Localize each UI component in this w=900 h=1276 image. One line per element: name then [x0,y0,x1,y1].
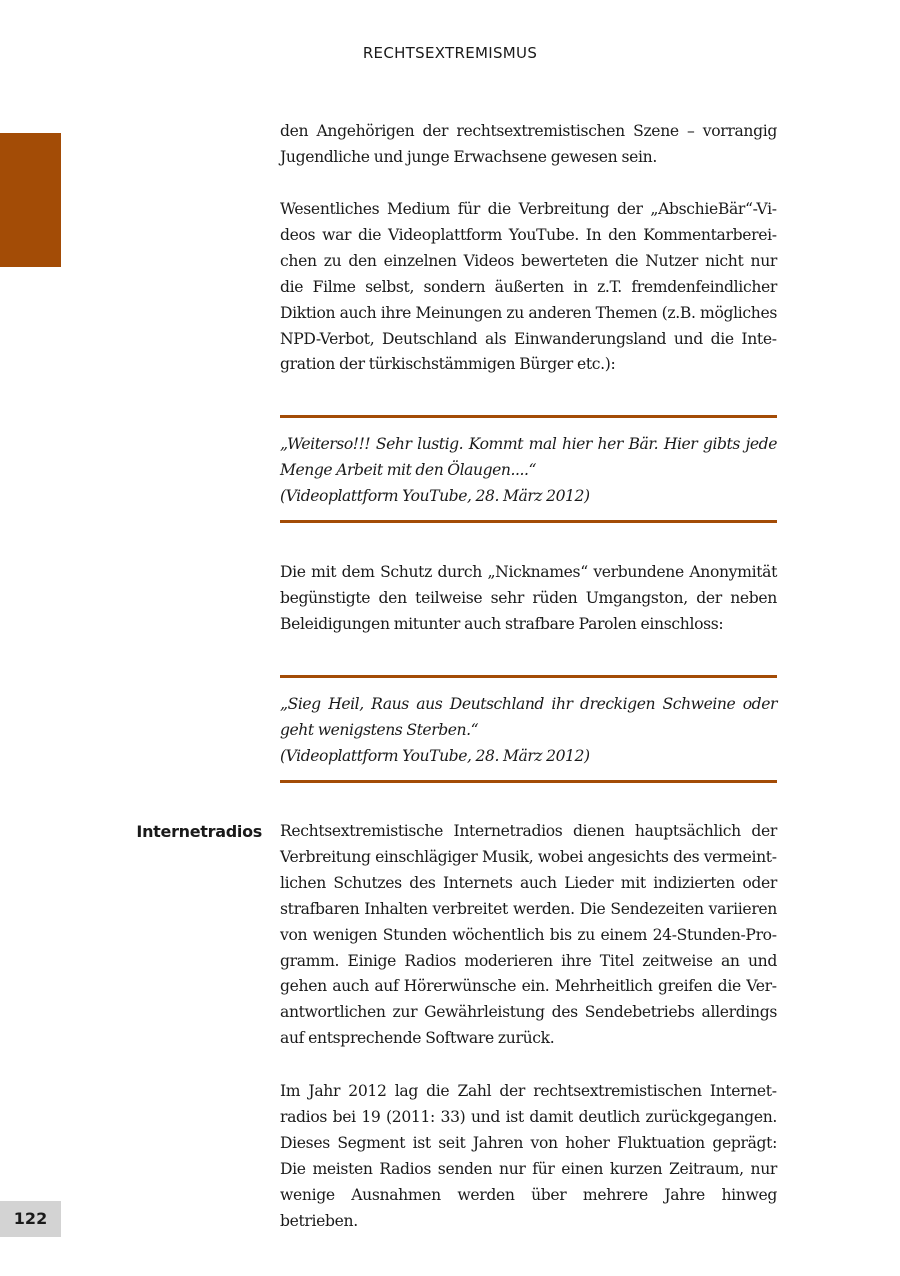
body-paragraph: Wesentliches Medium für die Verbreitung der „AbschieBär“-Videos war die Videoplattform YouTube. In den Kommentarbereichen zu den einzelnen Videos bewerteten die Nutzer nicht nur die Filme selbst, sondern äußerten in z.T. fremdenfeindlicher Diktion auch ihre Meinungen zu anderen Themen (z.B. mögliches NPD-Verbot, Deutschland als Einwanderungsland und die Integration der türkischstämmigen Bürger etc.): [280,200,777,374]
body-paragraph-1-block [280,119,777,171]
quote-box-2 [280,675,777,783]
body-paragraph-4-block [280,819,777,1052]
quote-source: (Videoplattform YouTube, 28. März 2012) [280,747,590,765]
body-paragraph-3-block [280,560,777,638]
quote-source: (Videoplattform YouTube, 28. März 2012) [280,487,590,505]
body-paragraph: Die mit dem Schutz durch „Nicknames“ verbundene Anonymität begünstigte den teilweise sehr rüden Umgangston, der neben Beleidigungen mitunter auch strafbare Parolen einschloss: [280,563,777,633]
page-number: 122 [0,1201,61,1237]
chapter-color-tab [0,133,61,267]
body-paragraph-2-block [280,197,777,378]
body-paragraph-5-block [280,1079,777,1234]
body-paragraph: den Angehörigen der rechtsextremistischen Szene – vorrangig Jugendliche und junge Erwachsene gewesen sein. [280,122,777,166]
quote-text: „Sieg Heil, Raus aus Deutschland ihr dreckigen Schweine oder geht wenigstens Sterben.“ [280,695,777,739]
running-head-title: RECHTSEXTREMISMUS [362,44,538,62]
body-paragraph: Rechtsextremistische Internetradios dienen hauptsächlich der Verbreitung einschlägiger Musik, wobei angesichts des vermeintlichen Schutzes des Internets auch Lieder mit indizierten oder strafbaren Inhalten verbreitet werden. Die Sendezeiten variieren von wenigen Stunden wöchentlich bis zu einem 24-Stunden-Programm. Einige Radios moderieren ihre Titel zeitweise an und gehen auch auf Hörerwünsche ein. Mehrheitlich greifen die Verantwortlichen zur Gewährleistung des Sendebetriebs allerdings auf entsprechende Software zurück. [280,822,777,1048]
margin-heading-internetradios: Internetradios [136,822,262,841]
body-paragraph: Im Jahr 2012 lag die Zahl der rechtsextremistischen Internetradios bei 19 (2011: 33) und ist damit deutlich zurückgegangen. Dieses Segment ist seit Jahren von hoher Fluktuation geprägt: Die meisten Radios senden nur für einen kurzen Zeitraum, nur wenige Ausnahmen werden über mehrere Jahre hinweg betrieben. [280,1082,777,1230]
quote-box-1 [280,415,777,523]
quote-text: „Weiterso!!! Sehr lustig. Kommt mal hier her Bär. Hier gibts jede Menge Arbeit mit den Ölaugen....“ [280,435,777,479]
